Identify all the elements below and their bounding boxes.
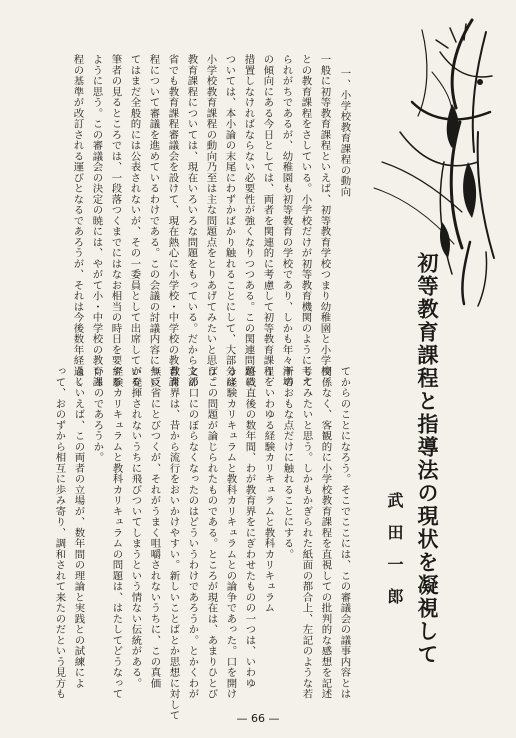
text-column: 筆者の見るところでは、一段落つくまでにはなお相当の時日を要する (109, 54, 122, 388)
text-column: との口にのぼらなくなったのはどういうわけであろうか。とかくわが (186, 366, 199, 700)
text-column: の傾向にある今日としては、両者を関連的に考慮して初等教育課程を (261, 54, 274, 388)
article-title: 初等教育課程と指導法の現状を凝視して (415, 252, 440, 666)
text-column: よくいえば、この両者の立場が、数年間の理論と実践との試練によ (72, 366, 85, 689)
text-column: 無反省にとびつくが、それがうまく咀嚼されないうちに、この真価 (148, 366, 161, 689)
text-column: との教育課程をさしている。小学校だけが初等教育機関のように考え (299, 54, 312, 388)
section-heading: 一、小学校教育課程の動向 (338, 68, 351, 197)
text-column: 小学校教育課程の動向乃至は主な問題点をとりあげてみたいと思う。 (204, 54, 217, 388)
page-number: — 66 — (236, 712, 280, 725)
text-column: てはまだ全般的には公表されないが、その一委員として出席している (128, 54, 141, 388)
subsection-heading: １．いわゆる経験カリキュラムと教科カリキュラム (262, 366, 275, 614)
text-column: いるのであろうか。 (91, 366, 104, 463)
author-name: 武 田 一 郎 (385, 492, 404, 604)
text-column: 終戦直後の数年間、わが教育界をにぎわせたものの一つは、いわゆ (243, 366, 256, 689)
text-column: られがちであるが、幼稚園も初等教育の学校であり、しかも年々漸増 (280, 54, 293, 388)
text-column: 省でも教育課程審議会を設けて、現在熱心に小学校・中学校の教育課 (166, 54, 179, 388)
text-column: 措置しなければならない必要性が強くなりつつある。この関連問題に (242, 54, 255, 388)
text-column: ばこの問題が論じられたものである。ところが現在は、あまりひとび (205, 366, 218, 700)
text-column: 程について審議を進めているわけである。この会議の討議内容につい (147, 54, 160, 388)
text-column: 経験カリキュラムと教科カリキュラムの問題は、はたしてどうなって (110, 366, 123, 700)
text-column: って、おのずから相互に歩み寄り、調和されて来たのだという見方も (53, 366, 66, 700)
text-column: ついては、本小論の末尾にわずかばかり触れることにして、大部分は (223, 54, 236, 388)
text-column: 程の基準が改訂される運びとなるであろうが、それは今後数年経過し (71, 54, 84, 388)
text-column: ように思う。この審議会の決定の暁には、やがて小・中学校の教育課 (90, 54, 103, 388)
text-column: てからのことになろう。そこでここには、この審議会の議事内容とは (338, 366, 351, 700)
text-column: 教育界は、昔から流行をおいかけやすい。新しいことばとか思想に対して (167, 366, 180, 721)
text-column: 一般に初等教育課程といえば、初等教育学校つまり幼稚園と小学校 (318, 54, 331, 377)
text-column: 関係なく、客観的に小学校教育課程を直視しての批判的な感想を記述 (319, 366, 332, 700)
text-column: る経験カリキュラムと教科カリキュラムとの論争であった。口を開け (224, 366, 237, 700)
text-column: してみたいと思う。しかもかぎられた紙面の都合上、左記のような若 (300, 366, 313, 700)
text-column: が発揮されないうちに飛びついてしまうという情ない伝統がある。 (129, 366, 142, 689)
text-column: 干のおもな点だけに触れることにする。 (281, 366, 294, 560)
text-column: 教育課程については、現在いろいろな問題をもっている。だから文部 (185, 54, 198, 388)
